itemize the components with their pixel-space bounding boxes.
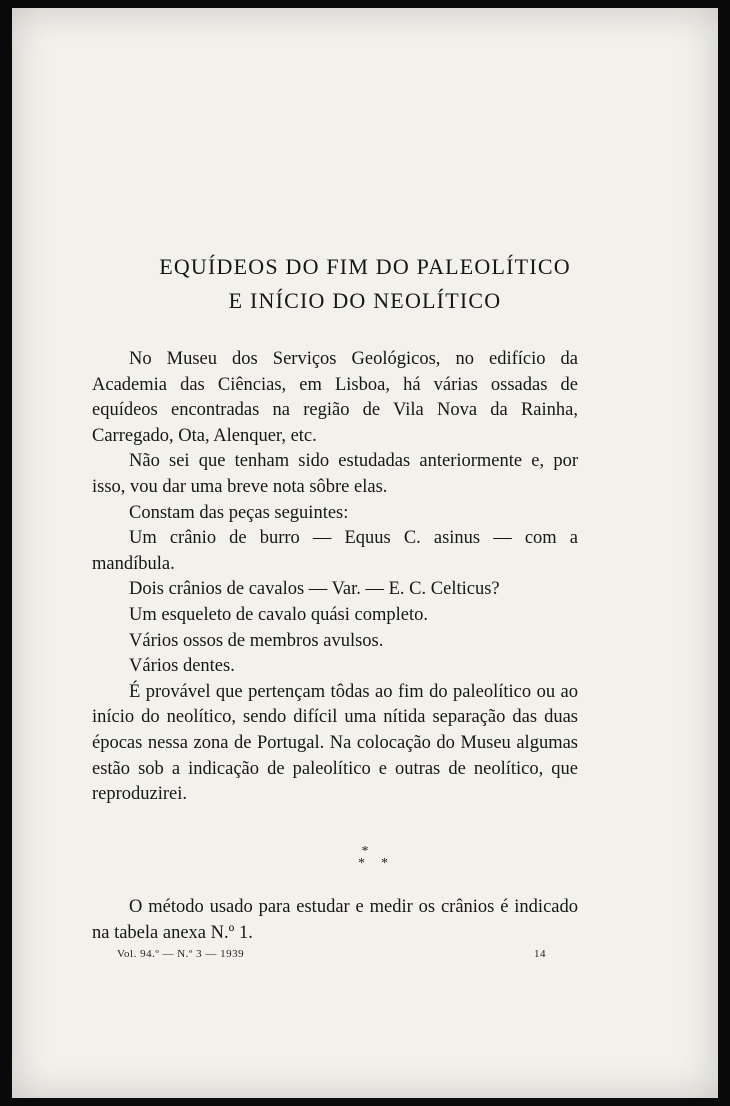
list-item: Vários dentes. [129, 656, 235, 677]
title-line-2: E INÍCIO DO NEOLÍTICO [228, 288, 502, 313]
list-item: Um esqueleto de cavalo quási completo. [129, 604, 428, 625]
method-text [92, 895, 578, 946]
body-text [92, 347, 578, 808]
paragraph: O método usado para estudar e medir os crânios é indicado na tabela anexa N.º 1. [92, 897, 578, 943]
section-separator-bottom: ** [358, 856, 404, 871]
document-page [12, 8, 718, 1098]
footer-citation: Vol. 94.º — N.º 3 — 1939 [117, 948, 245, 960]
paragraph: Constam das peças seguintes: [129, 502, 349, 523]
sheet-number: 14 [534, 948, 546, 960]
paragraph: Não sei que tenham sido estudadas anteriormente e, por isso, vou dar uma breve nota sôbre elas. [92, 451, 578, 497]
paragraph: É provável que pertençam tôdas ao fim do paleolítico ou ao início do neolítico, sendo difícil uma nítida separação das duas épocas nessa zona de Portugal. Na colocação do Museu algumas estão sob a indicação de paleolítico e outras de neolítico, que reproduzirei. [92, 681, 578, 805]
list-item: Um crânio de burro — Equus C. asinus — com a mandíbula. [92, 528, 578, 574]
section-separator-top: * [361, 844, 369, 859]
paragraph: No Museu dos Serviços Geológicos, no edifício da Academia das Ciências, em Lisboa, há várias ossadas de equídeos encontradas na região de Vila Nova da Rainha, Carregado, Ota, Alenquer, etc. [92, 349, 578, 446]
list-item: Vários ossos de membros avulsos. [129, 630, 384, 651]
title-line-1: EQUÍDEOS DO FIM DO PALEOLÍTICO [159, 254, 571, 279]
list-item: Dois crânios de cavalos — Var. — E. C. Celticus? [129, 579, 500, 600]
